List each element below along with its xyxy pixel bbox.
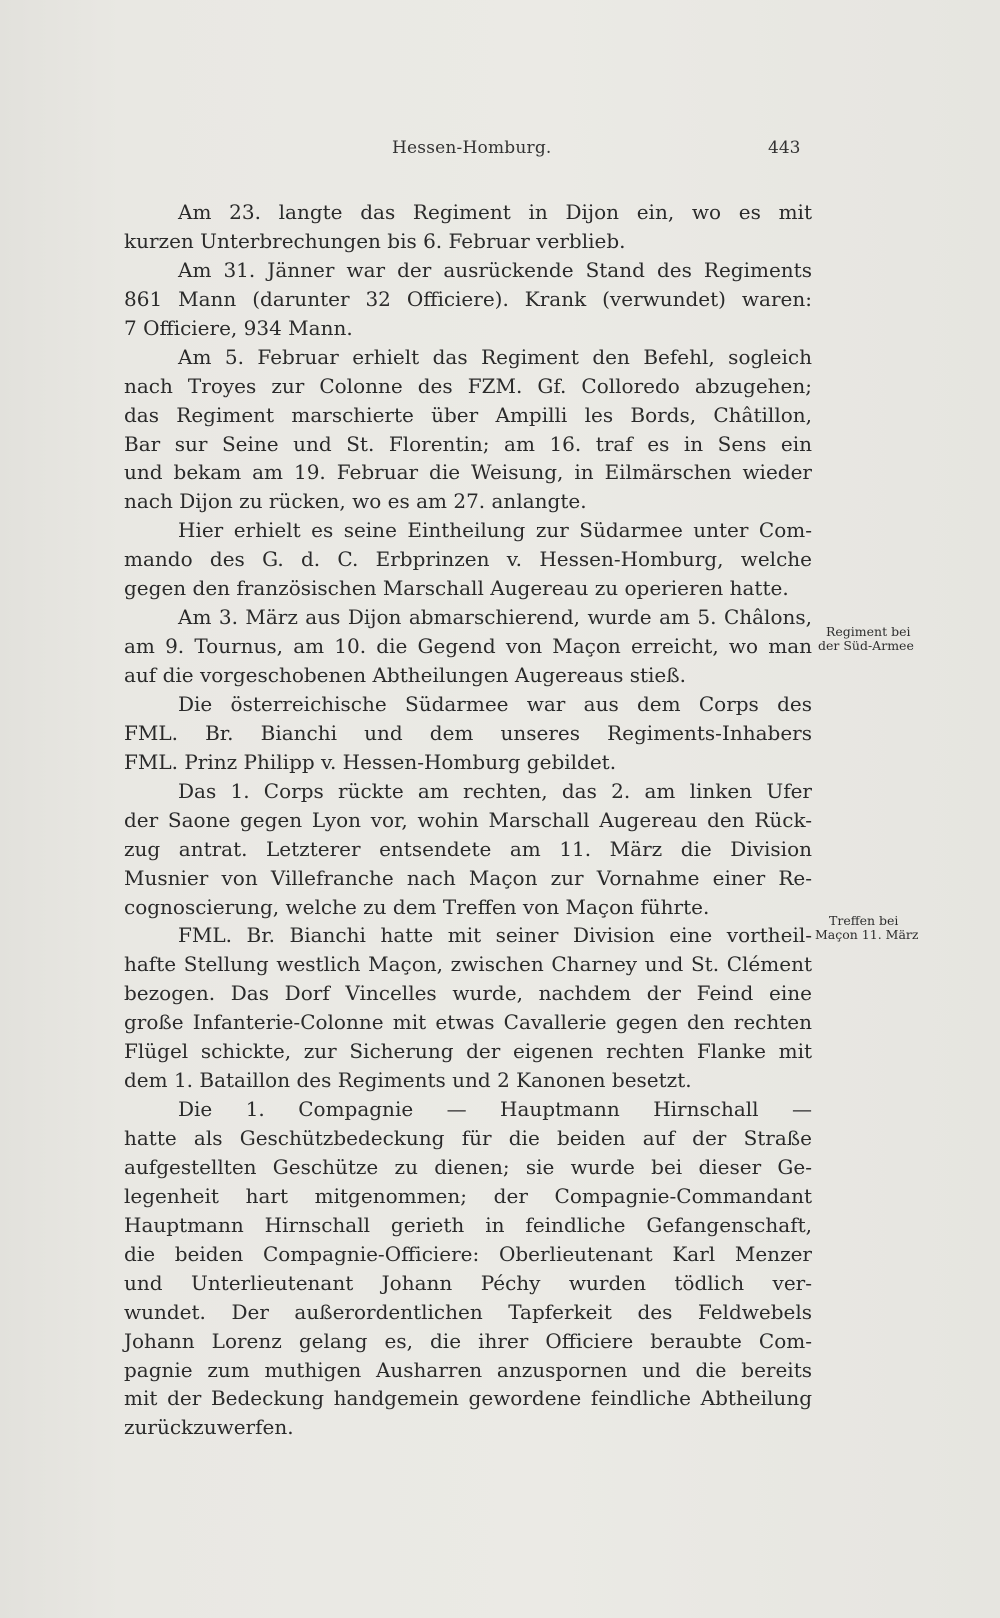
- text-line: 861 Mann (darunter 32 Officiere). Krank (verwundet) waren:: [124, 286, 812, 311]
- text-line: die beiden Compagnie-Officiere: Oberlieutenant Karl Menzer: [124, 1241, 812, 1266]
- text-line: aufgestellten Geschütze zu dienen; sie wurde bei dieser Ge-: [124, 1154, 812, 1179]
- text-line: Flügel schickte, zur Sicherung der eigenen rechten Flanke mit: [124, 1039, 812, 1064]
- text-line: zug antrat. Letzterer entsendete am 11. März die Division: [124, 836, 812, 861]
- text-line: Johann Lorenz gelang es, die ihrer Officiere beraubte Com-: [124, 1328, 812, 1353]
- text-line: mando des G. d. C. Erbprinzen v. Hessen-Homburg, welche: [124, 547, 812, 572]
- text-line: nach Dijon zu rücken, wo es am 27. anlangte.: [124, 489, 587, 514]
- text-line: Am 3. März aus Dijon abmarschierend, wurde am 5. Châlons,: [178, 605, 812, 630]
- margin-note-line: Treffen bei: [829, 913, 899, 928]
- text-line: und Unterlieutenant Johann Péchy wurden tödlich ver-: [124, 1270, 812, 1295]
- margin-note-line: Maçon 11. März: [815, 927, 919, 942]
- text-line: große Infanterie-Colonne mit etwas Cavallerie gegen den rechten: [124, 1010, 812, 1035]
- text-line: 7 Officiere, 934 Mann.: [124, 315, 353, 340]
- text-line: cognoscierung, welche zu dem Treffen von Maçon führte.: [124, 894, 710, 919]
- text-line: Hauptmann Hirnschall gerieth in feindliche Gefangenschaft,: [124, 1212, 812, 1237]
- text-line: dem 1. Bataillon des Regiments und 2 Kanonen besetzt.: [124, 1068, 692, 1093]
- text-line: wundet. Der außerordentlichen Tapferkeit des Feldwebels: [124, 1299, 812, 1324]
- text-line: am 9. Tournus, am 10. die Gegend von Maçon erreicht, wo man: [124, 634, 812, 659]
- text-line: Am 31. Jänner war der ausrückende Stand des Regiments: [178, 257, 812, 282]
- text-line: gegen den französischen Marschall Augereau zu operieren hatte.: [124, 576, 789, 601]
- text-line: mit der Bedeckung handgemein gewordene feindliche Abtheilung: [124, 1386, 812, 1411]
- text-line: pagnie zum muthigen Ausharren anzuspornen und die bereits: [124, 1357, 812, 1382]
- text-line: hafte Stellung westlich Maçon, zwischen Charney und St. Clément: [124, 952, 812, 977]
- text-line: Hier erhielt es seine Eintheilung zur Südarmee unter Com-: [178, 518, 812, 543]
- text-line: FML. Br. Bianchi und dem unseres Regiments-Inhabers: [124, 720, 812, 745]
- text-line: Am 23. langte das Regiment in Dijon ein, wo es mit: [178, 200, 812, 224]
- text-line: bezogen. Das Dorf Vincelles wurde, nachdem der Feind eine: [124, 981, 812, 1006]
- margin-note-sued-armee: [818, 625, 914, 653]
- text-line: das Regiment marschierte über Ampilli les Bords, Châtillon,: [124, 402, 812, 427]
- body-text: [124, 198, 812, 1442]
- margin-note-line: Regiment bei: [826, 624, 911, 639]
- margin-note-treffen-macon: [815, 914, 918, 942]
- text-line: der Saone gegen Lyon vor, wohin Marschall Augereau den Rück-: [124, 807, 812, 832]
- text-line: und bekam am 19. Februar die Weisung, in Eilmärschen wieder: [124, 460, 812, 485]
- text-line: Am 5. Februar erhielt das Regiment den Befehl, sogleich: [178, 344, 812, 369]
- text-line: Die 1. Compagnie — Hauptmann Hirnschall —: [178, 1097, 812, 1122]
- text-line: kurzen Unterbrechungen bis 6. Februar verblieb.: [124, 228, 626, 253]
- text-line: zurückzuwerfen.: [124, 1415, 294, 1440]
- text-line: Bar sur Seine und St. Florentin; am 16. traf es in Sens ein: [124, 431, 812, 456]
- text-line: hatte als Geschützbedeckung für die beiden auf der Straße: [124, 1126, 812, 1150]
- text-line: legenheit hart mitgenommen; der Compagnie-Commandant: [124, 1183, 812, 1208]
- text-line: Das 1. Corps rückte am rechten, das 2. am linken Ufer: [178, 778, 812, 803]
- text-line: Musnier von Villefranche nach Maçon zur Vornahme einer Re-: [124, 865, 812, 890]
- margin-note-line: der Süd-Armee: [818, 638, 914, 653]
- text-line: Die österreichische Südarmee war aus dem Corps des: [178, 691, 812, 716]
- text-line: nach Troyes zur Colonne des FZM. Gf. Colloredo abzugehen;: [124, 373, 812, 398]
- running-head: Hessen-Homburg.: [392, 138, 552, 158]
- text-line: FML. Br. Bianchi hatte mit seiner Division eine vortheil-: [178, 923, 812, 948]
- page-number: 443: [768, 138, 801, 158]
- text-line: auf die vorgeschobenen Abtheilungen Augereaus stieß.: [124, 663, 686, 687]
- text-line: FML. Prinz Philipp v. Hessen-Homburg gebildet.: [124, 749, 617, 774]
